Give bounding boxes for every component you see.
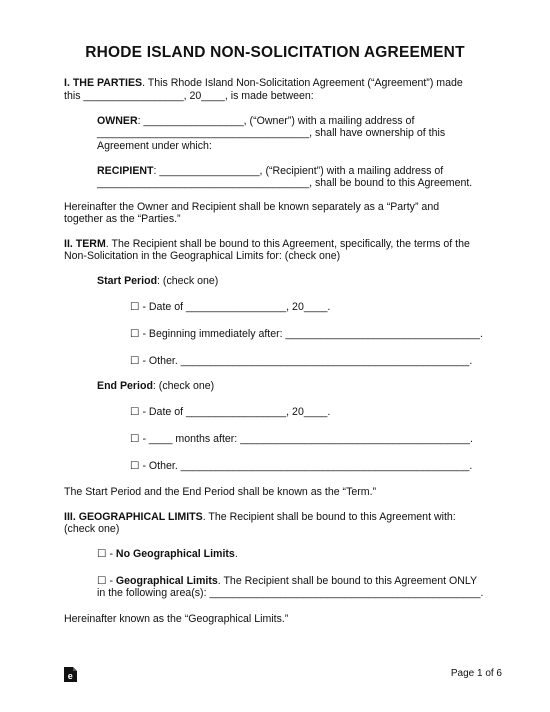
geo-known-as: Hereinafter known as the “Geographical Limits.” [64, 613, 289, 625]
document-title: RHODE ISLAND NON-SOLICITATION AGREEMENT [85, 44, 465, 61]
start-period-label: Start Period [97, 275, 158, 287]
start-period-text: : (check one) [157, 275, 219, 287]
term-intro-text: . The Recipient shall be bound to this Agreement, specifically, the terms of the [105, 238, 470, 250]
geo-option-none-label: No Geographical Limits [115, 548, 235, 560]
geo-heading: III. GEOGRAPHICAL LIMITS [64, 511, 203, 523]
geo-intro-text: . The Recipient shall be bound to this Agreement with: [202, 511, 456, 523]
geo-option-limits-label: Geographical Limits [115, 575, 218, 587]
recipient-line2: ____________________________________, shall be bound to this Agreement. [97, 177, 473, 189]
hereinafter-line2: together as the “Parties.” [64, 213, 181, 225]
eforms-logo-icon [64, 667, 77, 682]
geo-option-limits-line2[interactable]: in the following area(s): ______________________________________________. [97, 587, 484, 599]
page-number: Page 1 of 6 [450, 668, 502, 679]
svg-text:e: e [67, 671, 73, 681]
geo-option-limits-checkbox[interactable]: ☐ - [97, 575, 116, 587]
term-known-as: The Start Period and the End Period shall be known as the “Term.” [64, 486, 377, 498]
geo-intro-line1 [64, 511, 456, 524]
hereinafter-line1: Hereinafter the Owner and Recipient shall be known separately as a “Party” and [64, 201, 440, 213]
owner-line3: Agreement under which: [97, 140, 212, 152]
start-period-line [97, 275, 218, 288]
recipient-text: : _________________, (“Recipient”) with a mailing address of [153, 165, 444, 177]
end-option-months-after[interactable]: ☐ - ____ months after: _______________________________________. [130, 433, 473, 445]
recipient-label: RECIPIENT [97, 165, 154, 177]
term-heading: II. TERM [64, 238, 106, 250]
parties-intro-line1 [64, 77, 463, 90]
geo-option-none-checkbox[interactable]: ☐ - [97, 548, 116, 560]
parties-intro-text: . This Rhode Island Non-Solicitation Agreement (“Agreement”) made [142, 77, 463, 89]
start-option-other[interactable]: ☐ - Other. _________________________________________________. [130, 355, 473, 367]
geo-option-none[interactable] [97, 548, 238, 561]
owner-line2: ____________________________________, shall have ownership of this [97, 127, 446, 139]
end-period-label: End Period [97, 380, 153, 392]
end-period-text: : (check one) [152, 380, 215, 392]
owner-label: OWNER [97, 115, 138, 127]
parties-intro-line2: this _________________, 20____, is made between: [64, 90, 314, 102]
parties-heading: I. THE PARTIES [64, 77, 143, 89]
start-option-date[interactable]: ☐ - Date of _________________, 20____. [130, 301, 331, 313]
end-period-line [97, 380, 214, 393]
end-option-other[interactable]: ☐ - Other. _________________________________________________. [130, 460, 473, 472]
term-intro-line2: Non-Solicitation in the Geographical Limits for: (check one) [64, 250, 341, 262]
geo-option-none-end: . [234, 548, 238, 560]
start-option-beginning-after[interactable]: ☐ - Beginning immediately after: _________________________________. [130, 328, 483, 340]
end-option-date[interactable]: ☐ - Date of _________________, 20____. [130, 406, 331, 418]
owner-text: : _________________, (“Owner”) with a mailing address of [137, 115, 415, 127]
geo-intro-line2: (check one) [64, 523, 120, 535]
geo-option-limits-text: . The Recipient shall be bound to this Agreement ONLY [217, 575, 478, 587]
